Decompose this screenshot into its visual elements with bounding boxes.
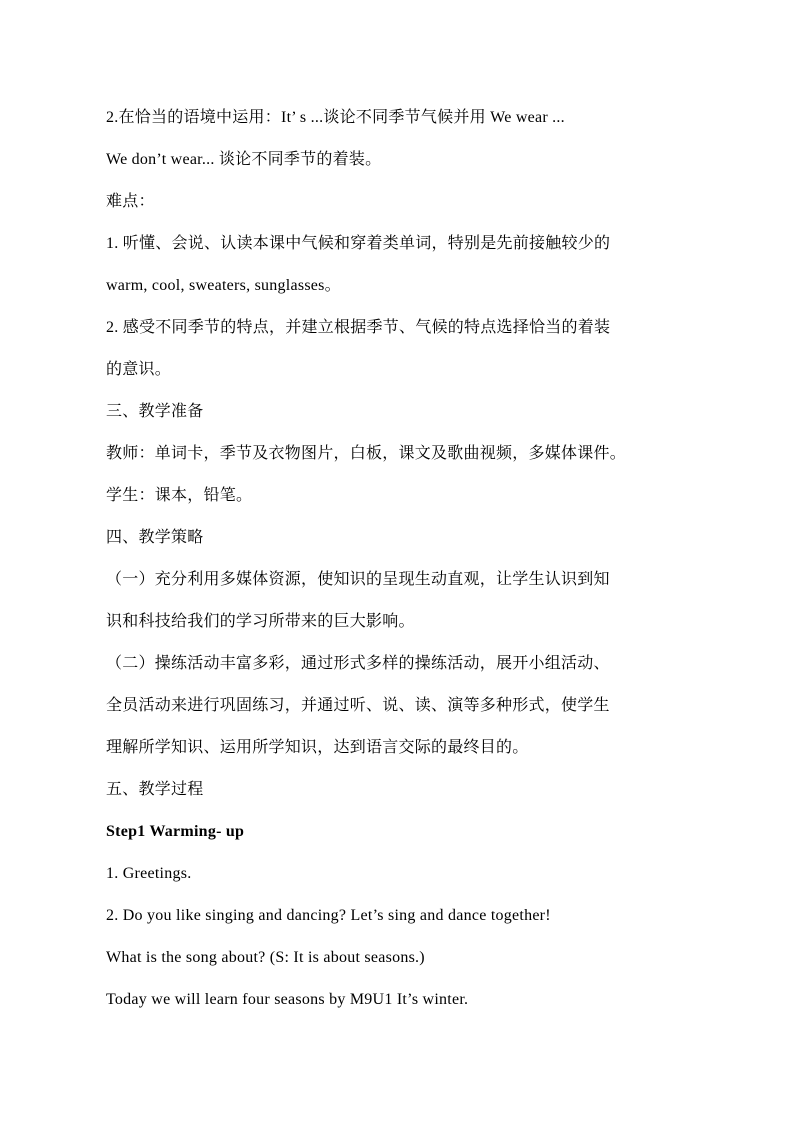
text-line-lesson-intro: Today we will learn four seasons by M9U1 It’s winter. [106, 991, 469, 1008]
text-line-student-materials: 学生：课本，铅笔。 [106, 487, 253, 504]
text-line-strategy-2-end: 理解所学知识、运用所学知识，达到语言交际的最终目的。 [106, 739, 529, 756]
section-label-difficulties: 难点： [106, 193, 155, 210]
text-line-objective-2: 2.在恰当的语境中运用：It’ s ...谈论不同季节气候并用 We wear ... [106, 109, 565, 126]
text-line-difficulty-2-cont: 的意识。 [106, 361, 172, 378]
text-line-strategy-1-cont: 识和科技给我们的学习所带来的巨大影响。 [106, 613, 415, 630]
text-line-difficulty-1: 1. 听懂、会说、认读本课中气候和穿着类单词，特别是先前接触较少的 [106, 235, 611, 252]
text-line-objective-2-cont: We don’t wear... 谈论不同季节的着装。 [106, 151, 382, 168]
text-line-strategy-2: （二）操练活动丰富多彩，通过形式多样的操练活动，展开小组活动、 [106, 655, 610, 672]
text-line-song-question: What is the song about? (S: It is about seasons.) [106, 949, 425, 966]
text-line-difficulty-2: 2. 感受不同季节的特点，并建立根据季节、气候的特点选择恰当的着装 [106, 319, 611, 336]
section-heading-strategies: 四、教学策略 [106, 529, 204, 546]
text-line-strategy-2-cont: 全员活动来进行巩固练习，并通过听、说、读、演等多种形式，使学生 [106, 697, 610, 714]
text-line-strategy-1: （一）充分利用多媒体资源，使知识的呈现生动直观，让学生认识到知 [106, 571, 610, 588]
step-heading-warming-up: Step1 Warming- up [106, 823, 245, 840]
text-line-difficulty-1-cont: warm, cool, sweaters, sunglasses。 [106, 277, 341, 294]
text-line-teacher-materials: 教师：单词卡，季节及衣物图片，白板，课文及歌曲视频，多媒体课件。 [106, 445, 627, 462]
text-line-sing-dance: 2. Do you like singing and dancing? Let’s sing and dance together! [106, 907, 551, 924]
section-heading-preparation: 三、教学准备 [106, 403, 204, 420]
section-heading-process: 五、教学过程 [106, 781, 204, 798]
text-line-greetings: 1. Greetings. [106, 865, 192, 882]
